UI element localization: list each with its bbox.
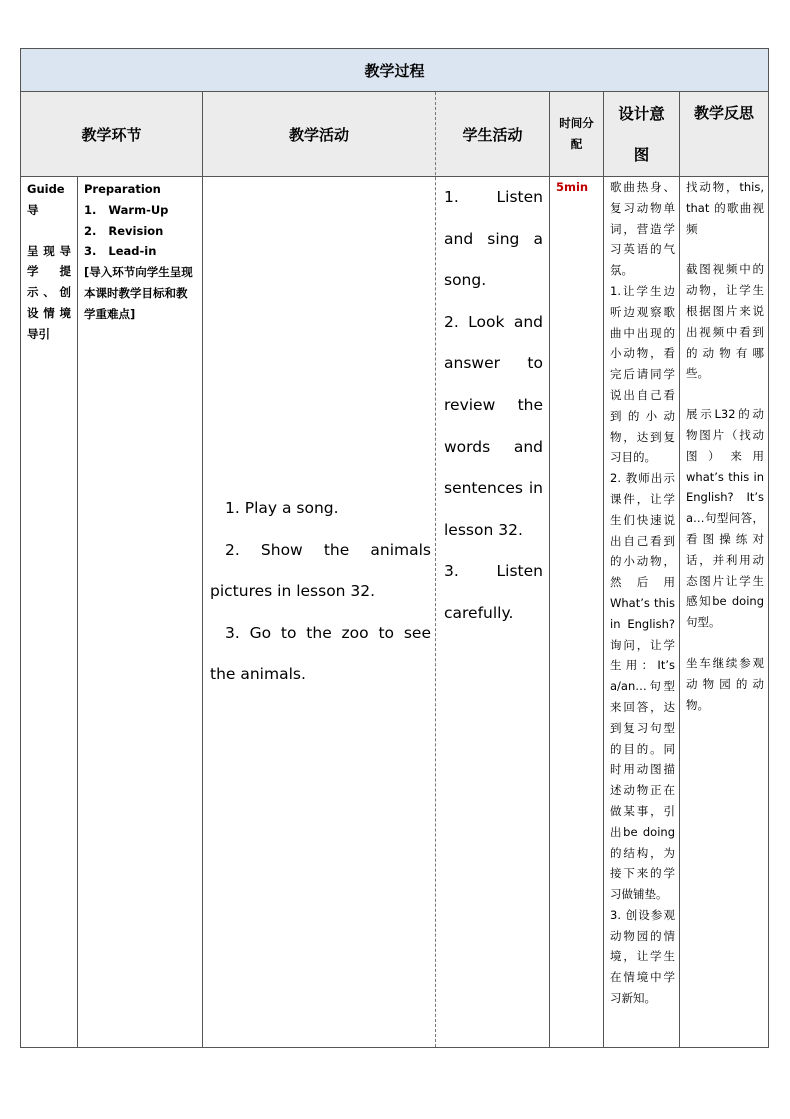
reflection-paragraph: 找动物，this, that 的歌曲视频 xyxy=(686,180,764,236)
preparation-item: 2. Revision xyxy=(84,223,164,238)
preparation-item: 1. Warm-Up xyxy=(84,202,169,217)
reflection-cell xyxy=(680,177,768,715)
design-intent-paragraph: 1.让学生边听边观察歌曲中出现的小动物，看完后请同学说出自己看到的小动物，达到复习目的。 xyxy=(610,283,675,465)
time-cell xyxy=(550,177,603,198)
reflection-paragraph: 坐车继续参观动物园的动物。 xyxy=(686,655,764,712)
stage-guide-zh: 导 xyxy=(27,202,39,217)
body-row xyxy=(21,177,768,1047)
table-title: 教学过程 xyxy=(21,49,768,92)
time-value: 5min xyxy=(556,180,589,194)
stage-guide-en: Guide xyxy=(27,182,65,196)
preparation-note: [导入环节向学生呈现本课时教学目标和教学重难点] xyxy=(84,265,193,321)
student-activity-item: 1. Listen and sing a song. xyxy=(444,188,543,290)
student-activity-cell xyxy=(436,177,549,635)
teacher-activity-cell xyxy=(203,177,435,696)
preparation-heading: Preparation xyxy=(84,182,161,196)
student-activity-item: 3. Listen carefully. xyxy=(444,562,543,622)
teacher-activity-item: 3. Go to the zoo to see the animals. xyxy=(210,623,431,684)
design-intent-paragraph: 2. 教师出示课件，让学生们快速说出自己看到的小动物，然后用What’s this in English? 询问，让学生用：It’s a/an…句型来回答，达到复习句型的目的。同时用动图描述动物正在做某事，引出be doing的结构，为接下来的学习做铺垫。 xyxy=(610,471,675,902)
design-intent-paragraph: 歌曲热身、复习动物单词，营造学习英语的气氛。 xyxy=(610,180,675,278)
stage-cell xyxy=(21,177,77,345)
stage-guide-desc: 呈现导学提示、创设情境导引 xyxy=(27,243,71,341)
header-design-intent: 设计意图 xyxy=(618,105,665,164)
header-time: 时间分配 xyxy=(559,116,594,151)
design-intent-cell xyxy=(604,177,679,1009)
reflection-paragraph: 截图视频中的动物，让学生根据图片来说出视频中看到的动物有哪些。 xyxy=(686,262,764,381)
preparation-cell xyxy=(78,177,202,325)
preparation-list xyxy=(84,200,196,262)
teacher-activity-item: 2. Show the animals pictures in lesson 32. xyxy=(210,540,431,601)
header-row xyxy=(21,92,768,177)
lesson-process-table xyxy=(20,48,769,1048)
header-stage: 教学环节 xyxy=(81,125,142,144)
student-activity-item: 2. Look and answer to review the words and sentences in lesson 32. xyxy=(444,312,543,539)
teacher-activity-item: 1. Play a song. xyxy=(225,499,339,517)
reflection-paragraph: 展示L32的动物图片（找动图）来用what’s this in English? It’s a…句型问答，看图操练对话，并利用动态图片让学生感知be doing句型。 xyxy=(686,407,764,630)
header-reflection: 教学反思 xyxy=(693,104,754,122)
preparation-item: 3. Lead-in xyxy=(84,244,157,259)
header-student-activity: 学生活动 xyxy=(462,125,523,144)
header-teacher-activity: 教学活动 xyxy=(288,125,349,144)
design-intent-paragraph: 3. 创设参观动物园的情境，让学生在情境中学习新知。 xyxy=(610,907,675,1006)
